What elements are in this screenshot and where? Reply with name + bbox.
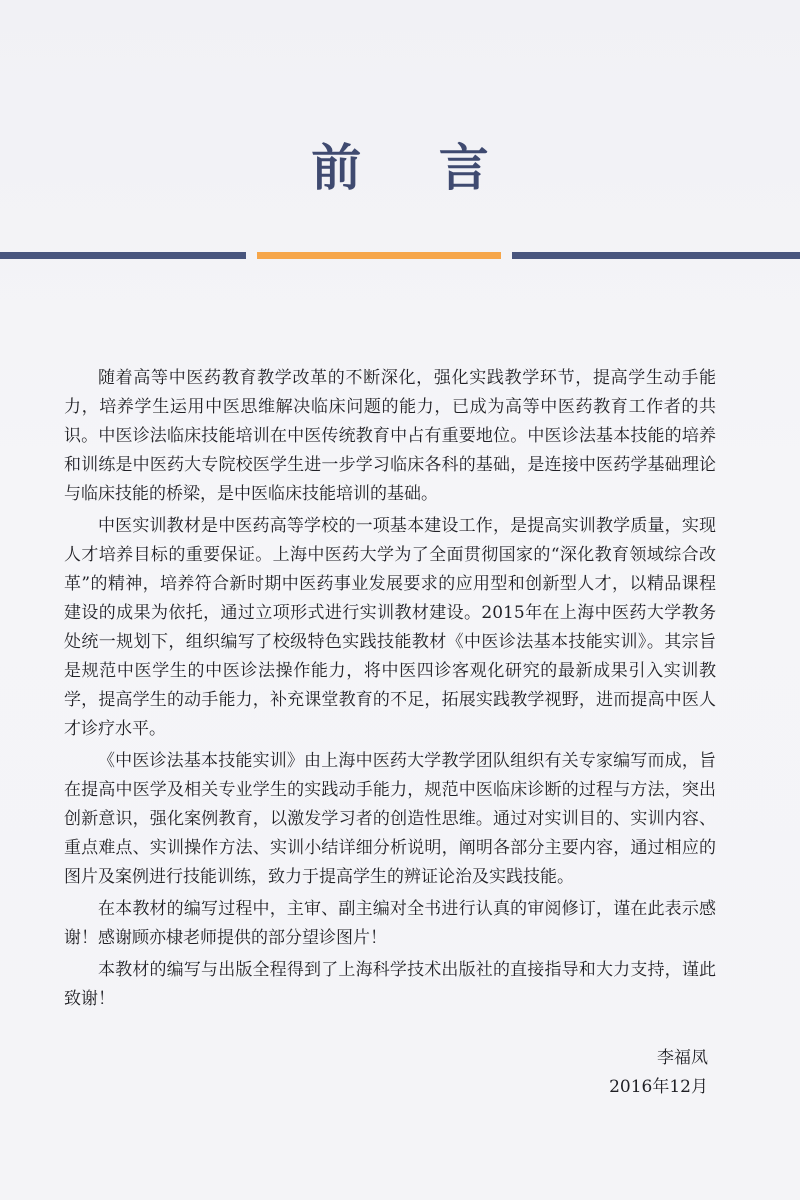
divider-left	[0, 252, 246, 259]
divider-right	[512, 252, 800, 259]
paragraph-2: 中医实训教材是中医药高等学校的一项基本建设工作，是提高实训教学质量，实现人才培养目标的重要保证。上海中医药大学为了全面贯彻国家的“深化教育领域综合改革”的精神，培养符合新时期中医药事业发展要求的应用型和创新型人才，以精品课程建设的成果为依托，通过立项形式进行实训教材建设。2015年在上海中医药大学教务处统一规划下，组织编写了校级特色实践技能教材《中医诊法基本技能实训》。其宗旨是规范中医学生的中医诊法操作能力，将中医四诊客观化研究的最新成果引入实训教学，提高学生的动手能力，补充课堂教育的不足，拓展实践教学视野，进而提高中医人才诊疗水平。	[64, 516, 716, 739]
page-title: 前 言	[311, 138, 519, 197]
paragraph-3: 《中医诊法基本技能实训》由上海中医药大学教学团队组织有关专家编写而成，旨在提高中医学及相关专业学生的实践动手能力，规范中医临床诊断的过程与方法，突出创新意识，强化案例教育，以激发学习者的创造性思维。通过对实训目的、实训内容、重点难点、实训操作方法、实训小结详细分析说明，阐明各部分主要内容，通过相应的图片及案例进行技能训练，致力于提高学生的辨证论治及实践技能。	[64, 751, 716, 887]
paragraph-4: 在本教材的编写过程中，主审、副主编对全书进行认真的审阅修订，谨在此表示感谢！感谢顾亦棣老师提供的部分望诊图片！	[64, 899, 716, 948]
signature-block	[609, 1044, 708, 1102]
paragraph-1: 随着高等中医药教育教学改革的不断深化，强化实践教学环节，提高学生动手能力，培养学生运用中医思维解决临床问题的能力，已成为高等中医药教育工作者的共识。中医诊法临床技能培训在中医传统教育中占有重要地位。中医诊法基本技能的培养和训练是中医药大专院校医学生进一步学习临床各科的基础，是连接中医药学基础理论与临床技能的桥梁，是中医临床技能培训的基础。	[64, 368, 716, 504]
paragraph-5: 本教材的编写与出版全程得到了上海科学技术出版社的直接指导和大力支持，谨此致谢！	[64, 960, 716, 1009]
divider-accent	[257, 252, 501, 259]
preface-body	[64, 364, 716, 1014]
signature-date: 2016年12月	[609, 1077, 708, 1097]
author-name: 李福凤	[657, 1048, 708, 1068]
